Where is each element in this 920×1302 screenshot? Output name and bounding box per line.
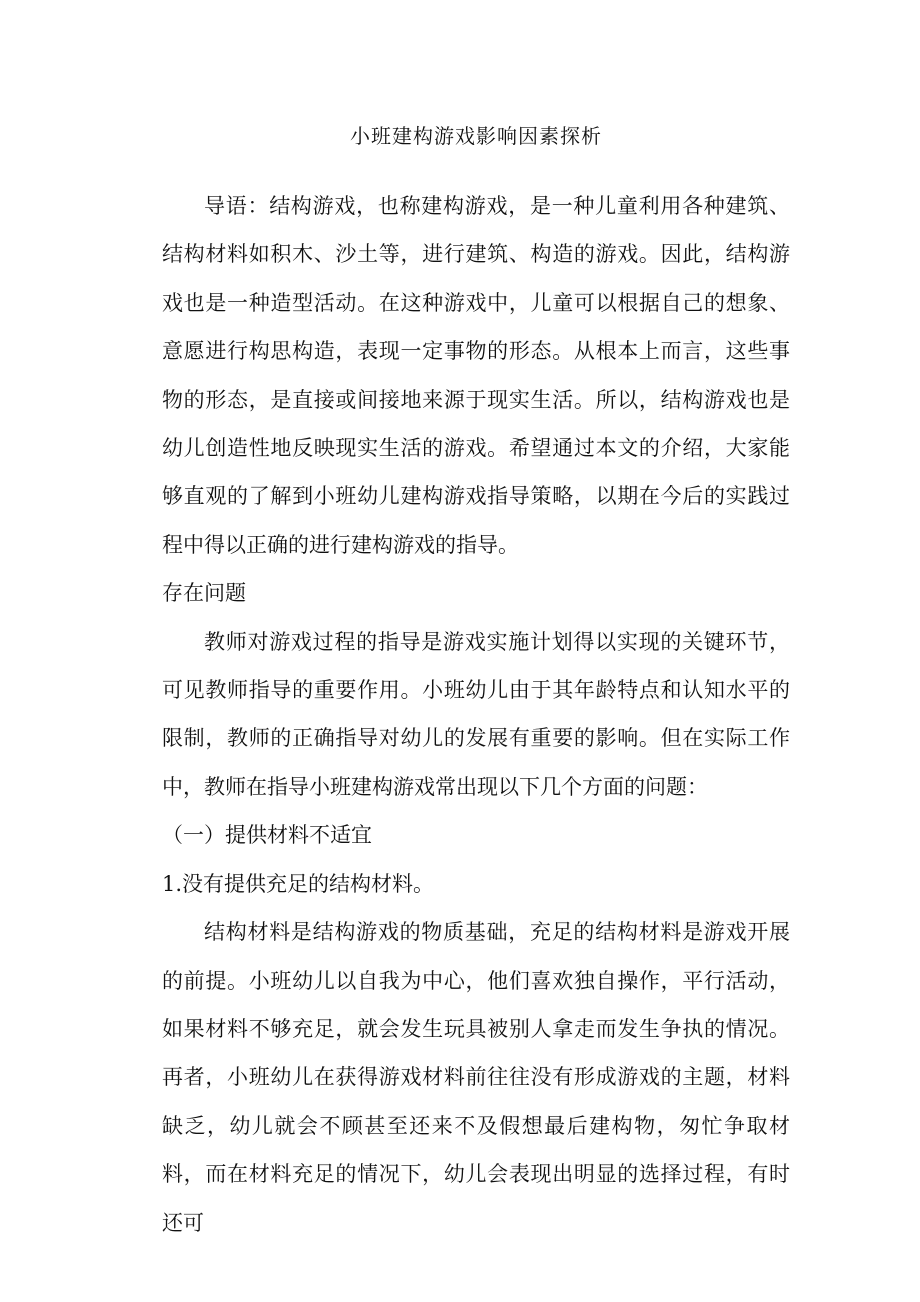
- document-title: 小班建构游戏影响因素探析: [350, 124, 602, 148]
- list-item: 1.没有提供充足的结构材料。: [162, 871, 435, 896]
- section-heading: 存在问题: [162, 581, 246, 606]
- document-body: [162, 114, 790, 1247]
- body-paragraph: 结构材料是结构游戏的物质基础，充足的结构材料是游戏开展的前提。小班幼儿以自我为中心，他们喜欢独自操作，平行活动，如果材料不够充足，就会发生玩具被别人拿走而发生争执的情况。再者，小班幼儿在获得游戏材料前往往没有形成游戏的主题，材料缺乏，幼儿就会不顾甚至还来不及假想最后建构物，匆忙争取材料，而在材料充足的情况下，幼儿会表现出明显的选择过程，有时还可: [162, 920, 790, 1235]
- intro-paragraph: 导语：结构游戏，也称建构游戏，是一种儿童利用各种建筑、结构材料如积木、沙土等，进行建筑、构造的游戏。因此，结构游戏也是一种造型活动。在这种游戏中，儿童可以根据自己的想象、意愿进行构思构造，表现一定事物的形态。从根本上而言，这些事物的形态，是直接或间接地来源于现实生活。所以，结构游戏也是幼儿创造性地反映现实生活的游戏。希望通过本文的介绍，大家能够直观的了解到小班幼儿建构游戏指导策略，以期在今后的实践过程中得以正确的进行建构游戏的指导。: [162, 194, 790, 557]
- subheading: （一）提供材料不适宜: [162, 823, 372, 848]
- section-paragraph: 教师对游戏过程的指导是游戏实施计划得以实现的关键环节，可见教师指导的重要作用。小班幼儿由于其年龄特点和认知水平的限制，教师的正确指导对幼儿的发展有重要的影响。但在实际工作中，教师在指导小班建构游戏常出现以下几个方面的问题：: [162, 629, 790, 799]
